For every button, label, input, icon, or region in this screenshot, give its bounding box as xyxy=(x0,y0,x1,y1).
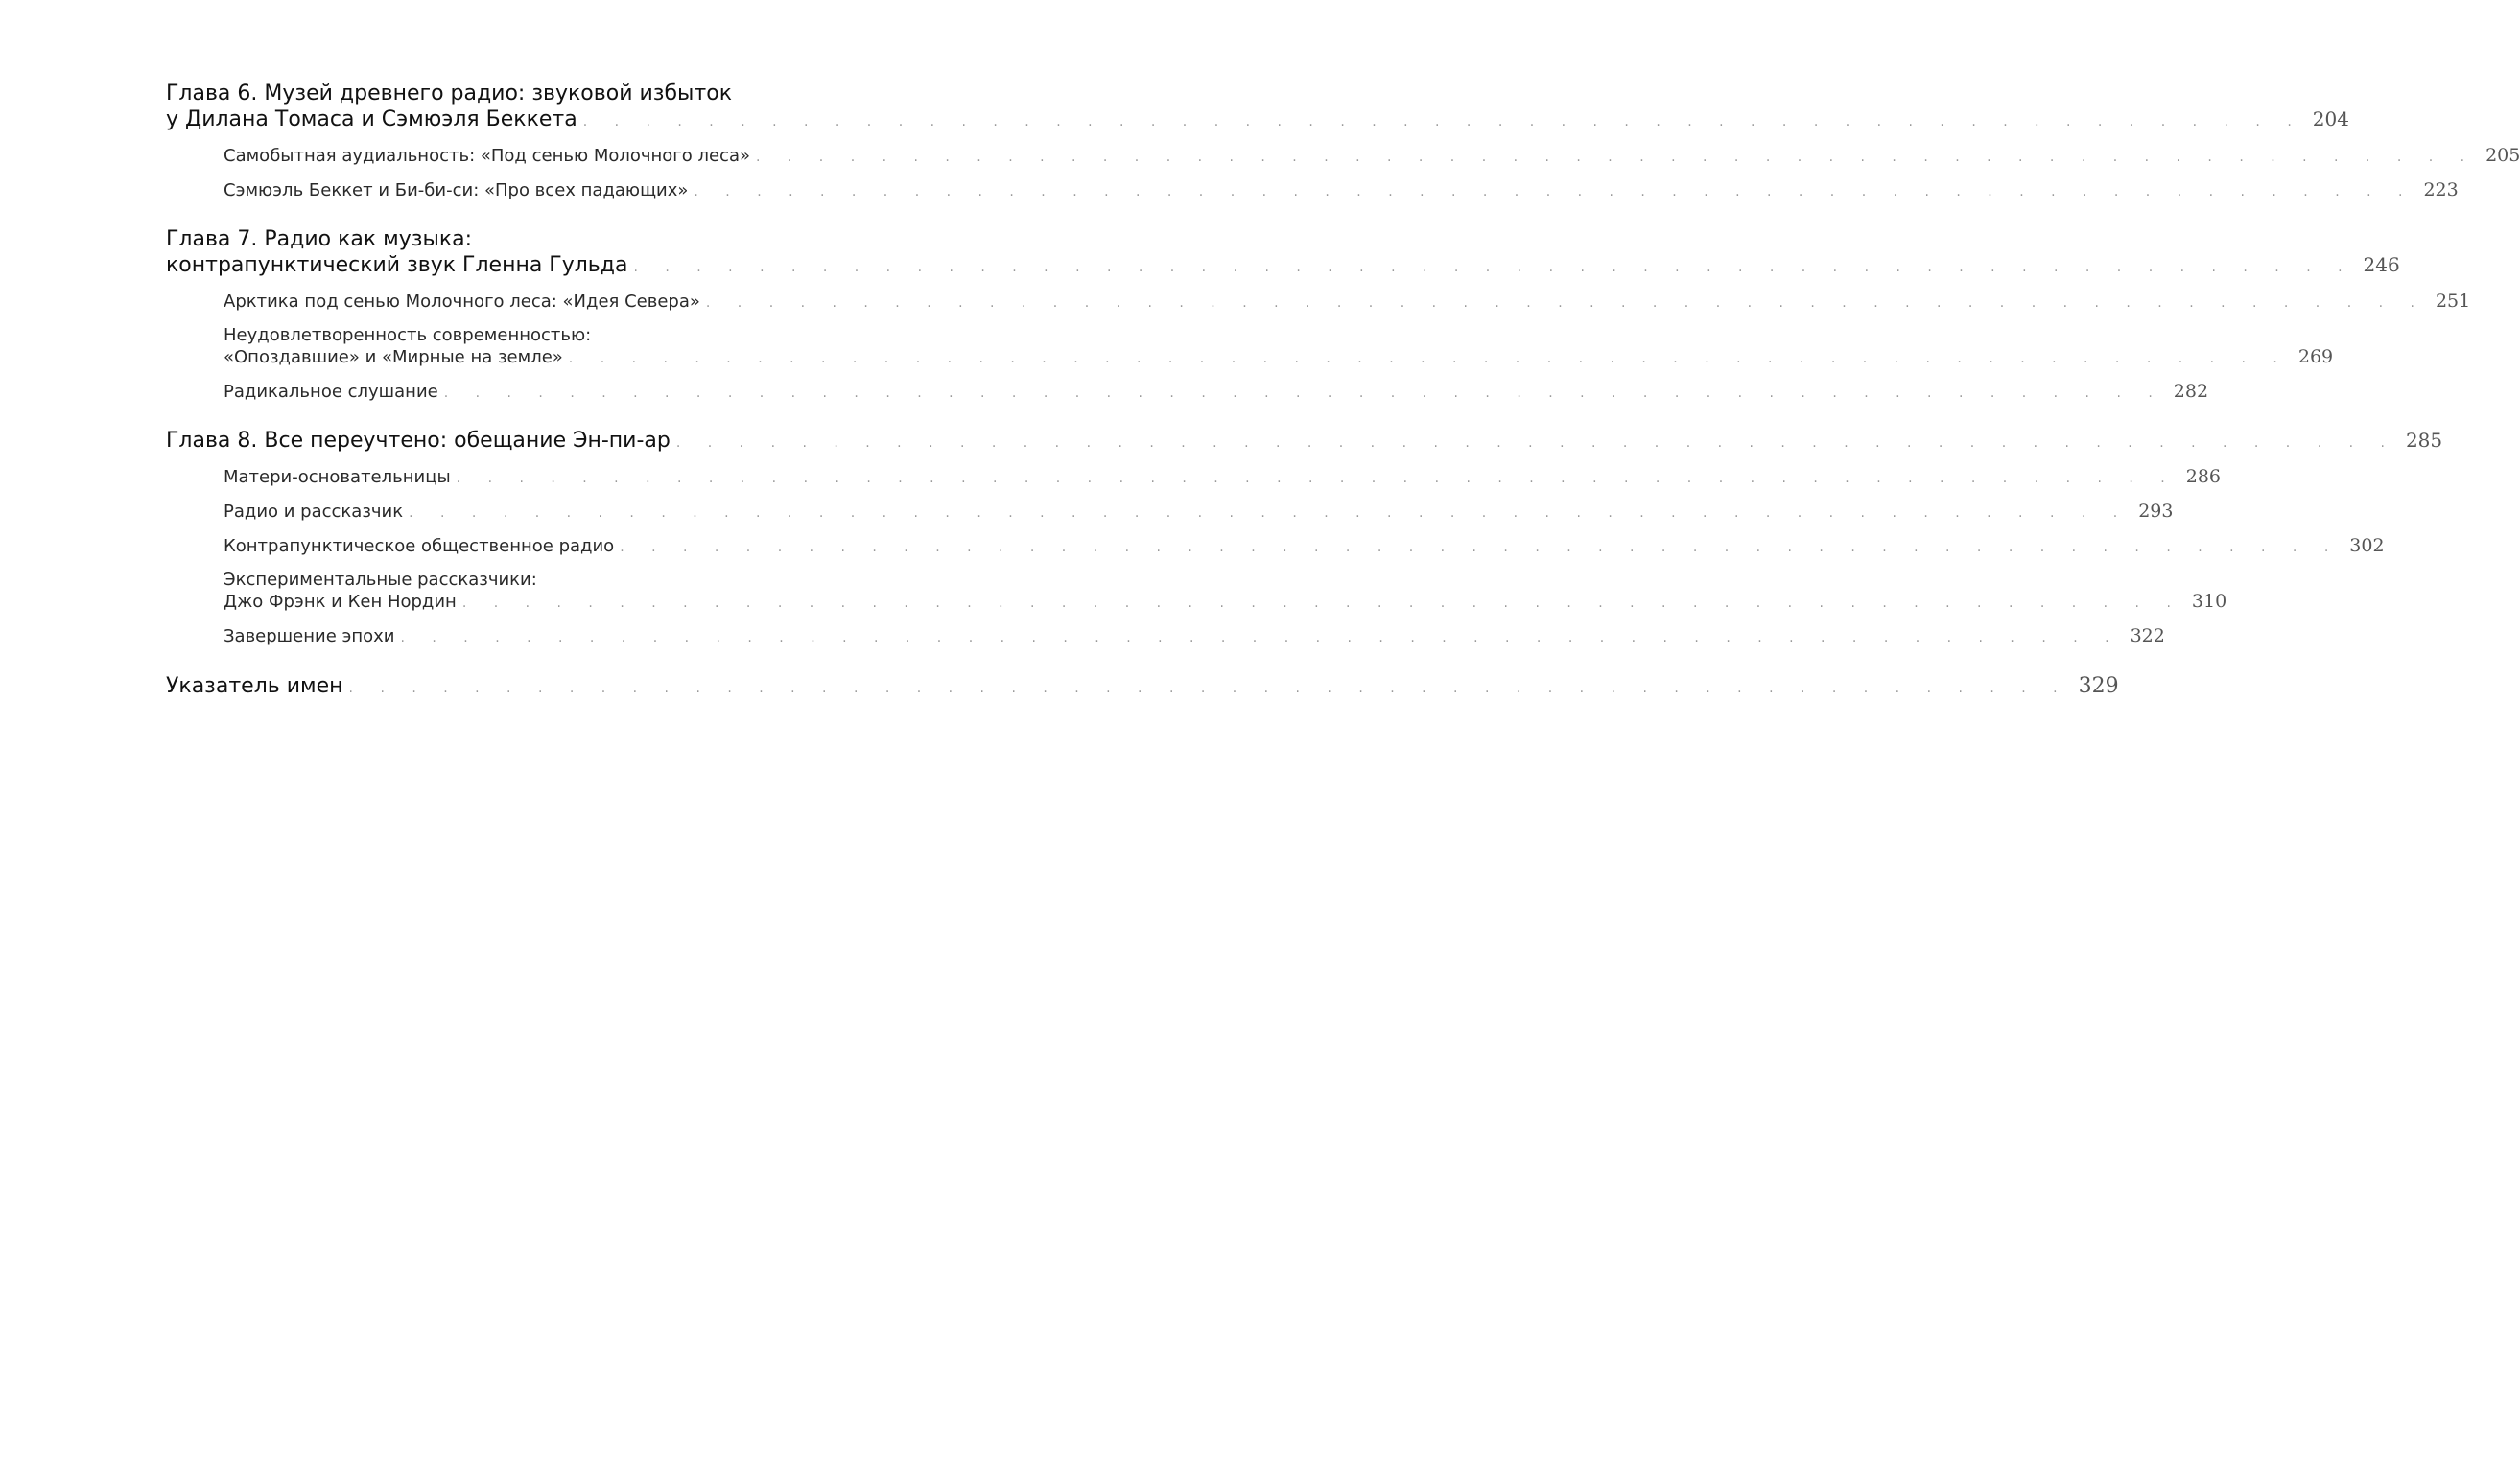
page-number: 285 xyxy=(2405,429,2443,452)
dot-leader: . . . . . . . . . . . . . . . . . . . . . . . . . . . . . . . . . . . . . . . . . . . . . . . . . . . . . . . xyxy=(705,295,2426,311)
chapter-title-line: Глава 7. Радио как музыка: xyxy=(166,227,473,251)
chapter-title-line: контрапунктический звук Гленна Гульда xyxy=(166,253,628,277)
section-title-line: Джо Фрэнк и Кен Нордин xyxy=(224,592,457,612)
dot-leader: . . . . . . . . . . . . . . . . . . . . . . . . . . . . . . . . . . . . . . . . . . . . . . . . . . . . . . . xyxy=(620,540,2341,555)
section-title-line: Неудовлетворенность современностью: xyxy=(224,325,592,345)
page-number: 246 xyxy=(2363,253,2400,276)
chapter-title: Глава 8. Все переучтено: обещание Эн-пи-ар xyxy=(166,429,671,453)
section-title: Сэмюэль Беккет и Би-би-си: «Про всех падающих» xyxy=(224,180,689,200)
toc-index[interactable] xyxy=(166,673,2119,702)
dot-leader: . . . . . . . . . . . . . . . . . . . . . . . . . . . . . . . . . . . . . . . . . . . . . . . . . . . . . . . xyxy=(456,471,2177,486)
page-number: 223 xyxy=(2423,179,2459,200)
dot-leader: . . . . . . . . . . . . . . . . . . . . . . . . . . . . . . . . . . . . . . . . . . . . . . . . . . . . . . . xyxy=(568,351,2289,366)
page-number: 251 xyxy=(2435,291,2471,312)
toc-section[interactable] xyxy=(224,145,2520,168)
toc-section[interactable] xyxy=(224,325,2334,369)
page-number: 310 xyxy=(2191,591,2227,612)
section-title-line: «Опоздавшие» и «Мирные на земле» xyxy=(224,347,563,367)
section-title: Радио и рассказчик xyxy=(224,502,404,522)
toc-chapter-8[interactable] xyxy=(166,428,2443,456)
section-title: Арктика под сенью Молочного леса: «Идея Севера» xyxy=(224,292,700,312)
toc-section[interactable] xyxy=(224,570,2227,614)
toc-section[interactable] xyxy=(224,466,2222,489)
page-number: 269 xyxy=(2297,346,2334,367)
chapter-title-line: у Дилана Томаса и Сэмюэля Беккета xyxy=(166,107,577,131)
section-title: Контрапунктическое общественное радио xyxy=(224,536,615,556)
dot-leader: . . . . . . . . . . . . . . . . . . . . . . . . . . . . . . . . . . . . . . . . . . . . . . . . . . . . . . . xyxy=(461,596,2182,611)
table-of-contents xyxy=(166,81,2520,702)
dot-leader: . . . . . . . . . . . . . . . . . . . . . . . . . . . . . . . . . . . . . . . . . . . . . . . . . . . . . . . xyxy=(675,435,2396,451)
toc-section[interactable] xyxy=(224,501,2174,524)
toc-section[interactable] xyxy=(224,381,2209,404)
toc-chapter-6[interactable] xyxy=(166,81,2349,135)
chapter-title-line: Глава 6. Музей древнего радио: звуковой избыток xyxy=(166,82,732,105)
section-title: Завершение эпохи xyxy=(224,626,395,646)
page-number: 205 xyxy=(2485,145,2520,166)
page-number: 293 xyxy=(2138,501,2174,522)
dot-leader: . . . . . . . . . . . . . . . . . . . . . . . . . . . . . . . . . . . . . . . . . . . . . . . . . . . . . . . xyxy=(348,681,2069,696)
toc-chapter-7[interactable] xyxy=(166,226,2400,281)
page-number: 329 xyxy=(2078,674,2119,698)
dot-leader: . . . . . . . . . . . . . . . . . . . . . . . . . . . . . . . . . . . . . . . . . . . . . . . . . . . . . . . xyxy=(633,260,2354,275)
dot-leader: . . . . . . . . . . . . . . . . . . . . . . . . . . . . . . . . . . . . . . . . . . . . . . . . . . . . . . . xyxy=(694,184,2414,199)
toc-section[interactable] xyxy=(224,291,2471,314)
page-number: 286 xyxy=(2185,466,2222,487)
section-title: Матери-основательницы xyxy=(224,467,451,487)
section-title: Самобытная аудиальность: «Под сенью Молочного леса» xyxy=(224,146,750,166)
toc-section[interactable] xyxy=(224,625,2165,648)
dot-leader: . . . . . . . . . . . . . . . . . . . . . . . . . . . . . . . . . . . . . . . . . . . . . . . . . . . . . . . xyxy=(582,114,2303,129)
dot-leader: . . . . . . . . . . . . . . . . . . . . . . . . . . . . . . . . . . . . . . . . . . . . . . . . . . . . . . . xyxy=(756,150,2477,165)
page-number: 282 xyxy=(2173,381,2209,402)
dot-leader: . . . . . . . . . . . . . . . . . . . . . . . . . . . . . . . . . . . . . . . . . . . . . . . . . . . . . . . xyxy=(400,630,2121,645)
page-number: 204 xyxy=(2312,107,2349,130)
toc-section[interactable] xyxy=(224,179,2459,202)
page-number: 302 xyxy=(2349,535,2385,556)
section-title-line: Экспериментальные рассказчики: xyxy=(224,570,537,590)
dot-leader: . . . . . . . . . . . . . . . . . . . . . . . . . . . . . . . . . . . . . . . . . . . . . . . . . . . . . . . xyxy=(409,505,2130,521)
section-title: Радикальное слушание xyxy=(224,382,438,402)
index-title: Указатель имен xyxy=(166,674,343,698)
dot-leader: . . . . . . . . . . . . . . . . . . . . . . . . . . . . . . . . . . . . . . . . . . . . . . . . . . . . . . . xyxy=(443,386,2164,401)
toc-section[interactable] xyxy=(224,535,2385,558)
page-number: 322 xyxy=(2130,625,2165,646)
